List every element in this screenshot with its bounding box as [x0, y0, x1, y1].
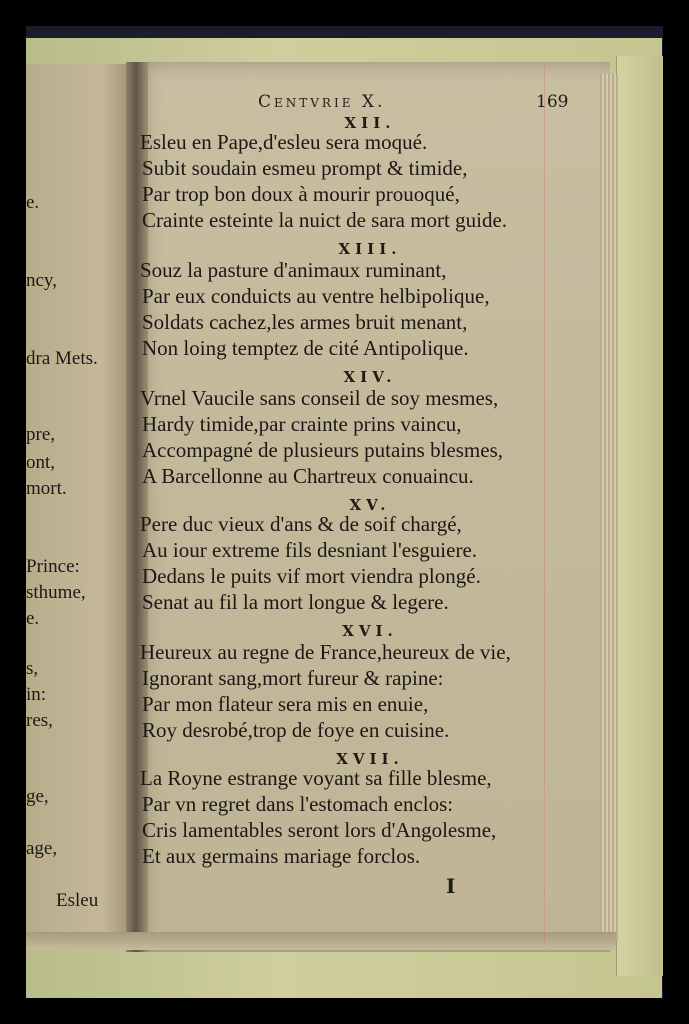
verse-line: Soldats cachez,les armes bruit menant,: [142, 310, 468, 334]
verse-line: Au iour extreme fils desniant l'esguiere.: [142, 538, 478, 562]
verse-line: Pere duc vieux d'ans & de soif chargé,: [140, 512, 462, 536]
verse-line: Cris lamentables seront lors d'Angolesme,: [142, 818, 497, 842]
left-fragment: age,: [26, 838, 58, 859]
verse-line: Heureux au regne de France,heureux de vie,: [140, 640, 511, 664]
verse-line: Dedans le puits vif mort viendra plongé.: [142, 564, 481, 588]
verse-line: La Royne estrange voyant sa fille blesme,: [140, 766, 492, 790]
left-fragment: sthume,: [26, 582, 86, 603]
verse-line: Non loing temptez de cité Antipolique.: [142, 336, 469, 360]
page-number: 169: [536, 92, 569, 112]
verse-line: Crainte esteinte la nuict de sara mort guide.: [142, 208, 508, 232]
catchword: Esleu: [56, 890, 99, 911]
verse-line: A Barcellonne au Chartreux conuaincu.: [142, 464, 474, 488]
verse-line: Par trop bon doux à mourir prouoqué,: [142, 182, 460, 206]
quatrain-heading: XVII.: [336, 750, 404, 768]
left-fragment: ont,: [26, 452, 56, 473]
verse-line: Senat au fil la mort longue & legere.: [142, 590, 449, 614]
left-fragment: Prince:: [26, 556, 80, 577]
verse-line: Roy desrobé,trop de foye en cuisine.: [142, 718, 450, 742]
left-fragment: e.: [26, 608, 40, 629]
verse-line: Hardy timide,par crainte prins vaincu,: [142, 412, 462, 436]
wrapper-flap: [616, 56, 663, 976]
quatrain-heading: XV.: [349, 496, 391, 514]
verse-line: Ignorant sang,mort fureur & rapine:: [142, 666, 444, 690]
quatrain-heading: XVI.: [342, 622, 398, 640]
left-fragment: res,: [26, 710, 53, 731]
signature-mark: I: [446, 874, 456, 898]
page-bottom-edge: [26, 932, 616, 950]
verse-line: Par vn regret dans l'estomach enclos:: [142, 792, 454, 816]
verse-line: Subit soudain esmeu prompt & timide,: [142, 156, 468, 180]
book-scan: [26, 26, 663, 998]
quatrain-heading: XIV.: [343, 368, 397, 386]
quatrain-heading: XII.: [344, 114, 396, 132]
verse-line: Esleu en Pape,d'esleu sera moqué.: [140, 130, 428, 154]
verse-line: Souz la pasture d'animaux ruminant,: [140, 258, 447, 282]
verse-line: Par eux conduicts au ventre helbipolique,: [142, 284, 490, 308]
quatrain-heading: XIII.: [338, 240, 402, 258]
left-page-text: [26, 64, 134, 944]
verse-line: Vrnel Vaucile sans conseil de soy mesmes,: [140, 386, 499, 410]
left-page: [26, 64, 134, 944]
left-fragment: ge,: [26, 786, 49, 807]
left-fragment: mort.: [26, 478, 67, 499]
left-fragment: ncy,: [26, 270, 57, 291]
left-fragment: s,: [26, 658, 39, 679]
verse-line: Accompagné de plusieurs putains blesmes,: [142, 438, 503, 462]
left-fragment: e.: [26, 192, 40, 213]
left-fragment: in:: [26, 684, 47, 705]
running-header: Centvrie X.: [258, 92, 386, 112]
left-fragment: dra Mets.: [26, 348, 98, 369]
verse-line: Et aux germains mariage forclos.: [142, 844, 421, 868]
left-fragment: pre,: [26, 424, 56, 445]
verse-line: Par mon flateur sera mis en enuie,: [142, 692, 429, 716]
